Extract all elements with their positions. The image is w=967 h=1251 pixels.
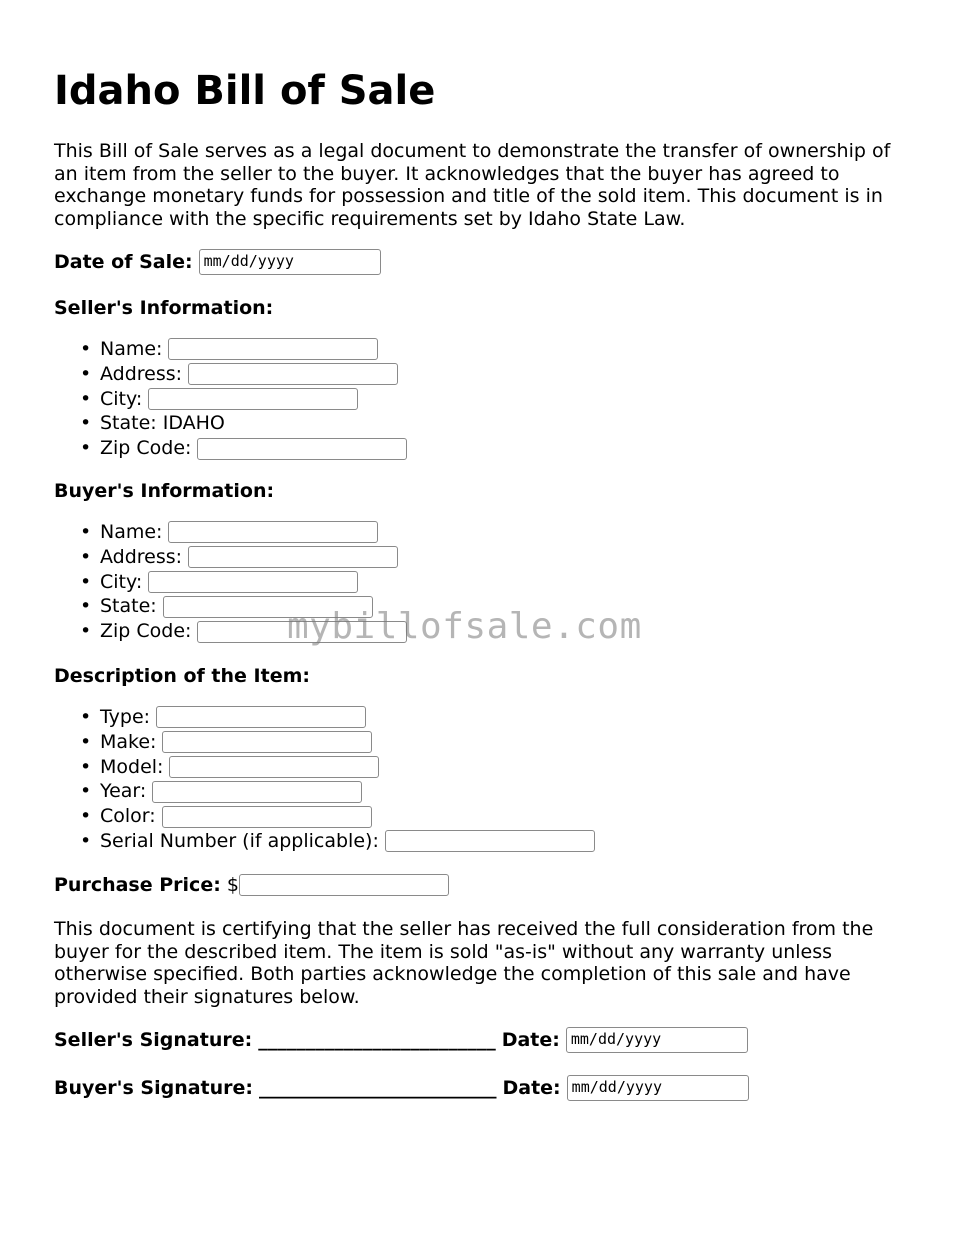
item-heading: Description of the Item:: [54, 665, 310, 687]
buyer-name-field[interactable]: [168, 521, 378, 543]
item-year-label: • Year:: [100, 780, 147, 803]
seller-address-label: • Address:: [100, 362, 183, 385]
purchase-price-row: [54, 874, 449, 896]
date-of-sale-row: [54, 249, 381, 275]
buyer-address-field[interactable]: [188, 546, 398, 568]
list-item: [100, 337, 407, 362]
seller-signature-row: [54, 1027, 748, 1053]
list-item: [100, 387, 407, 412]
seller-city-label: • City:: [100, 387, 143, 410]
list-item: [100, 804, 595, 829]
buyer-state-label: • State:: [100, 595, 157, 618]
purchase-price-field[interactable]: [239, 874, 449, 896]
item-list: [54, 705, 595, 854]
buyer-date-label: Date:: [502, 1077, 561, 1099]
buyer-signature-label: Buyer's Signature:: [54, 1077, 253, 1099]
list-item: [100, 594, 407, 619]
seller-list: [54, 337, 407, 461]
buyer-signature-row: [54, 1075, 749, 1101]
item-model-label: • Model:: [100, 755, 164, 778]
list-item: [100, 570, 407, 595]
seller-state-text: • State: IDAHO: [100, 412, 225, 435]
list-item: [100, 362, 407, 387]
list-item: [100, 619, 407, 644]
buyer-heading: Buyer's Information:: [54, 480, 275, 502]
list-item: [100, 829, 595, 854]
item-year-field[interactable]: [152, 781, 362, 803]
item-type-label: • Type:: [100, 706, 151, 728]
intro-paragraph: This Bill of Sale serves as a legal document to demonstrate the transfer of ownership of an item from the seller to the buyer. It acknowledges that the buyer has agreed to exchange monetary funds for possession and title of the sold item. This document is in compliance with the specific requirements set by Idaho State Law.: [54, 140, 891, 230]
date-of-sale-label: Date of Sale:: [54, 251, 193, 273]
list-item: [100, 779, 595, 804]
list-item: [100, 730, 595, 755]
list-item: [100, 436, 407, 461]
item-model-field[interactable]: [169, 756, 379, 778]
item-serial-field[interactable]: [385, 830, 595, 852]
date-of-sale-input[interactable]: mm/dd/yyyy: [199, 249, 381, 275]
item-color-label: • Color:: [100, 805, 156, 828]
seller-signature-line[interactable]: _________________________: [258, 1029, 496, 1051]
document-title: Idaho Bill of Sale: [54, 68, 436, 114]
buyer-zip-label: • Zip Code:: [100, 620, 192, 643]
closing-paragraph: This document is certifying that the seller has received the full consideration from the buyer for the described item. The item is sold "as-is" without any warranty unless otherwise specified. Both parties acknowledge the completion of this sale and have provided their signatures below.: [54, 918, 874, 1008]
item-serial-label: • Serial Number (if applicable):: [100, 829, 379, 852]
list-item: [100, 545, 407, 570]
seller-name-label: • Name:: [100, 338, 163, 360]
buyer-signature-line[interactable]: _________________________: [259, 1077, 497, 1099]
seller-date-label: Date:: [501, 1029, 560, 1051]
buyer-date-input[interactable]: mm/dd/yyyy: [567, 1075, 749, 1101]
buyer-address-label: • Address:: [100, 545, 183, 568]
list-item: [100, 520, 407, 545]
seller-heading: Seller's Information:: [54, 297, 274, 319]
item-make-label: • Make:: [100, 730, 157, 753]
seller-zip-field[interactable]: [197, 438, 407, 460]
seller-signature-label: Seller's Signature:: [54, 1029, 253, 1051]
seller-name-field[interactable]: [168, 338, 378, 360]
seller-zip-label: • Zip Code:: [100, 437, 192, 460]
buyer-city-label: • City:: [100, 570, 143, 593]
list-item: [100, 755, 595, 780]
buyer-name-label: • Name:: [100, 521, 163, 543]
purchase-price-label: Purchase Price:: [54, 874, 221, 896]
list-item: [100, 705, 595, 730]
item-color-field[interactable]: [162, 806, 372, 828]
item-type-field[interactable]: [156, 706, 366, 728]
seller-address-field[interactable]: [188, 363, 398, 385]
seller-city-field[interactable]: [148, 388, 358, 410]
item-make-field[interactable]: [162, 731, 372, 753]
buyer-state-field[interactable]: [163, 596, 373, 618]
currency-symbol: $: [226, 874, 239, 896]
watermark: mybillofsale.com: [287, 606, 642, 647]
buyer-city-field[interactable]: [148, 571, 358, 593]
buyer-list: [54, 520, 407, 644]
seller-date-input[interactable]: mm/dd/yyyy: [566, 1027, 748, 1053]
list-item: [100, 411, 407, 436]
buyer-zip-field[interactable]: [197, 621, 407, 643]
